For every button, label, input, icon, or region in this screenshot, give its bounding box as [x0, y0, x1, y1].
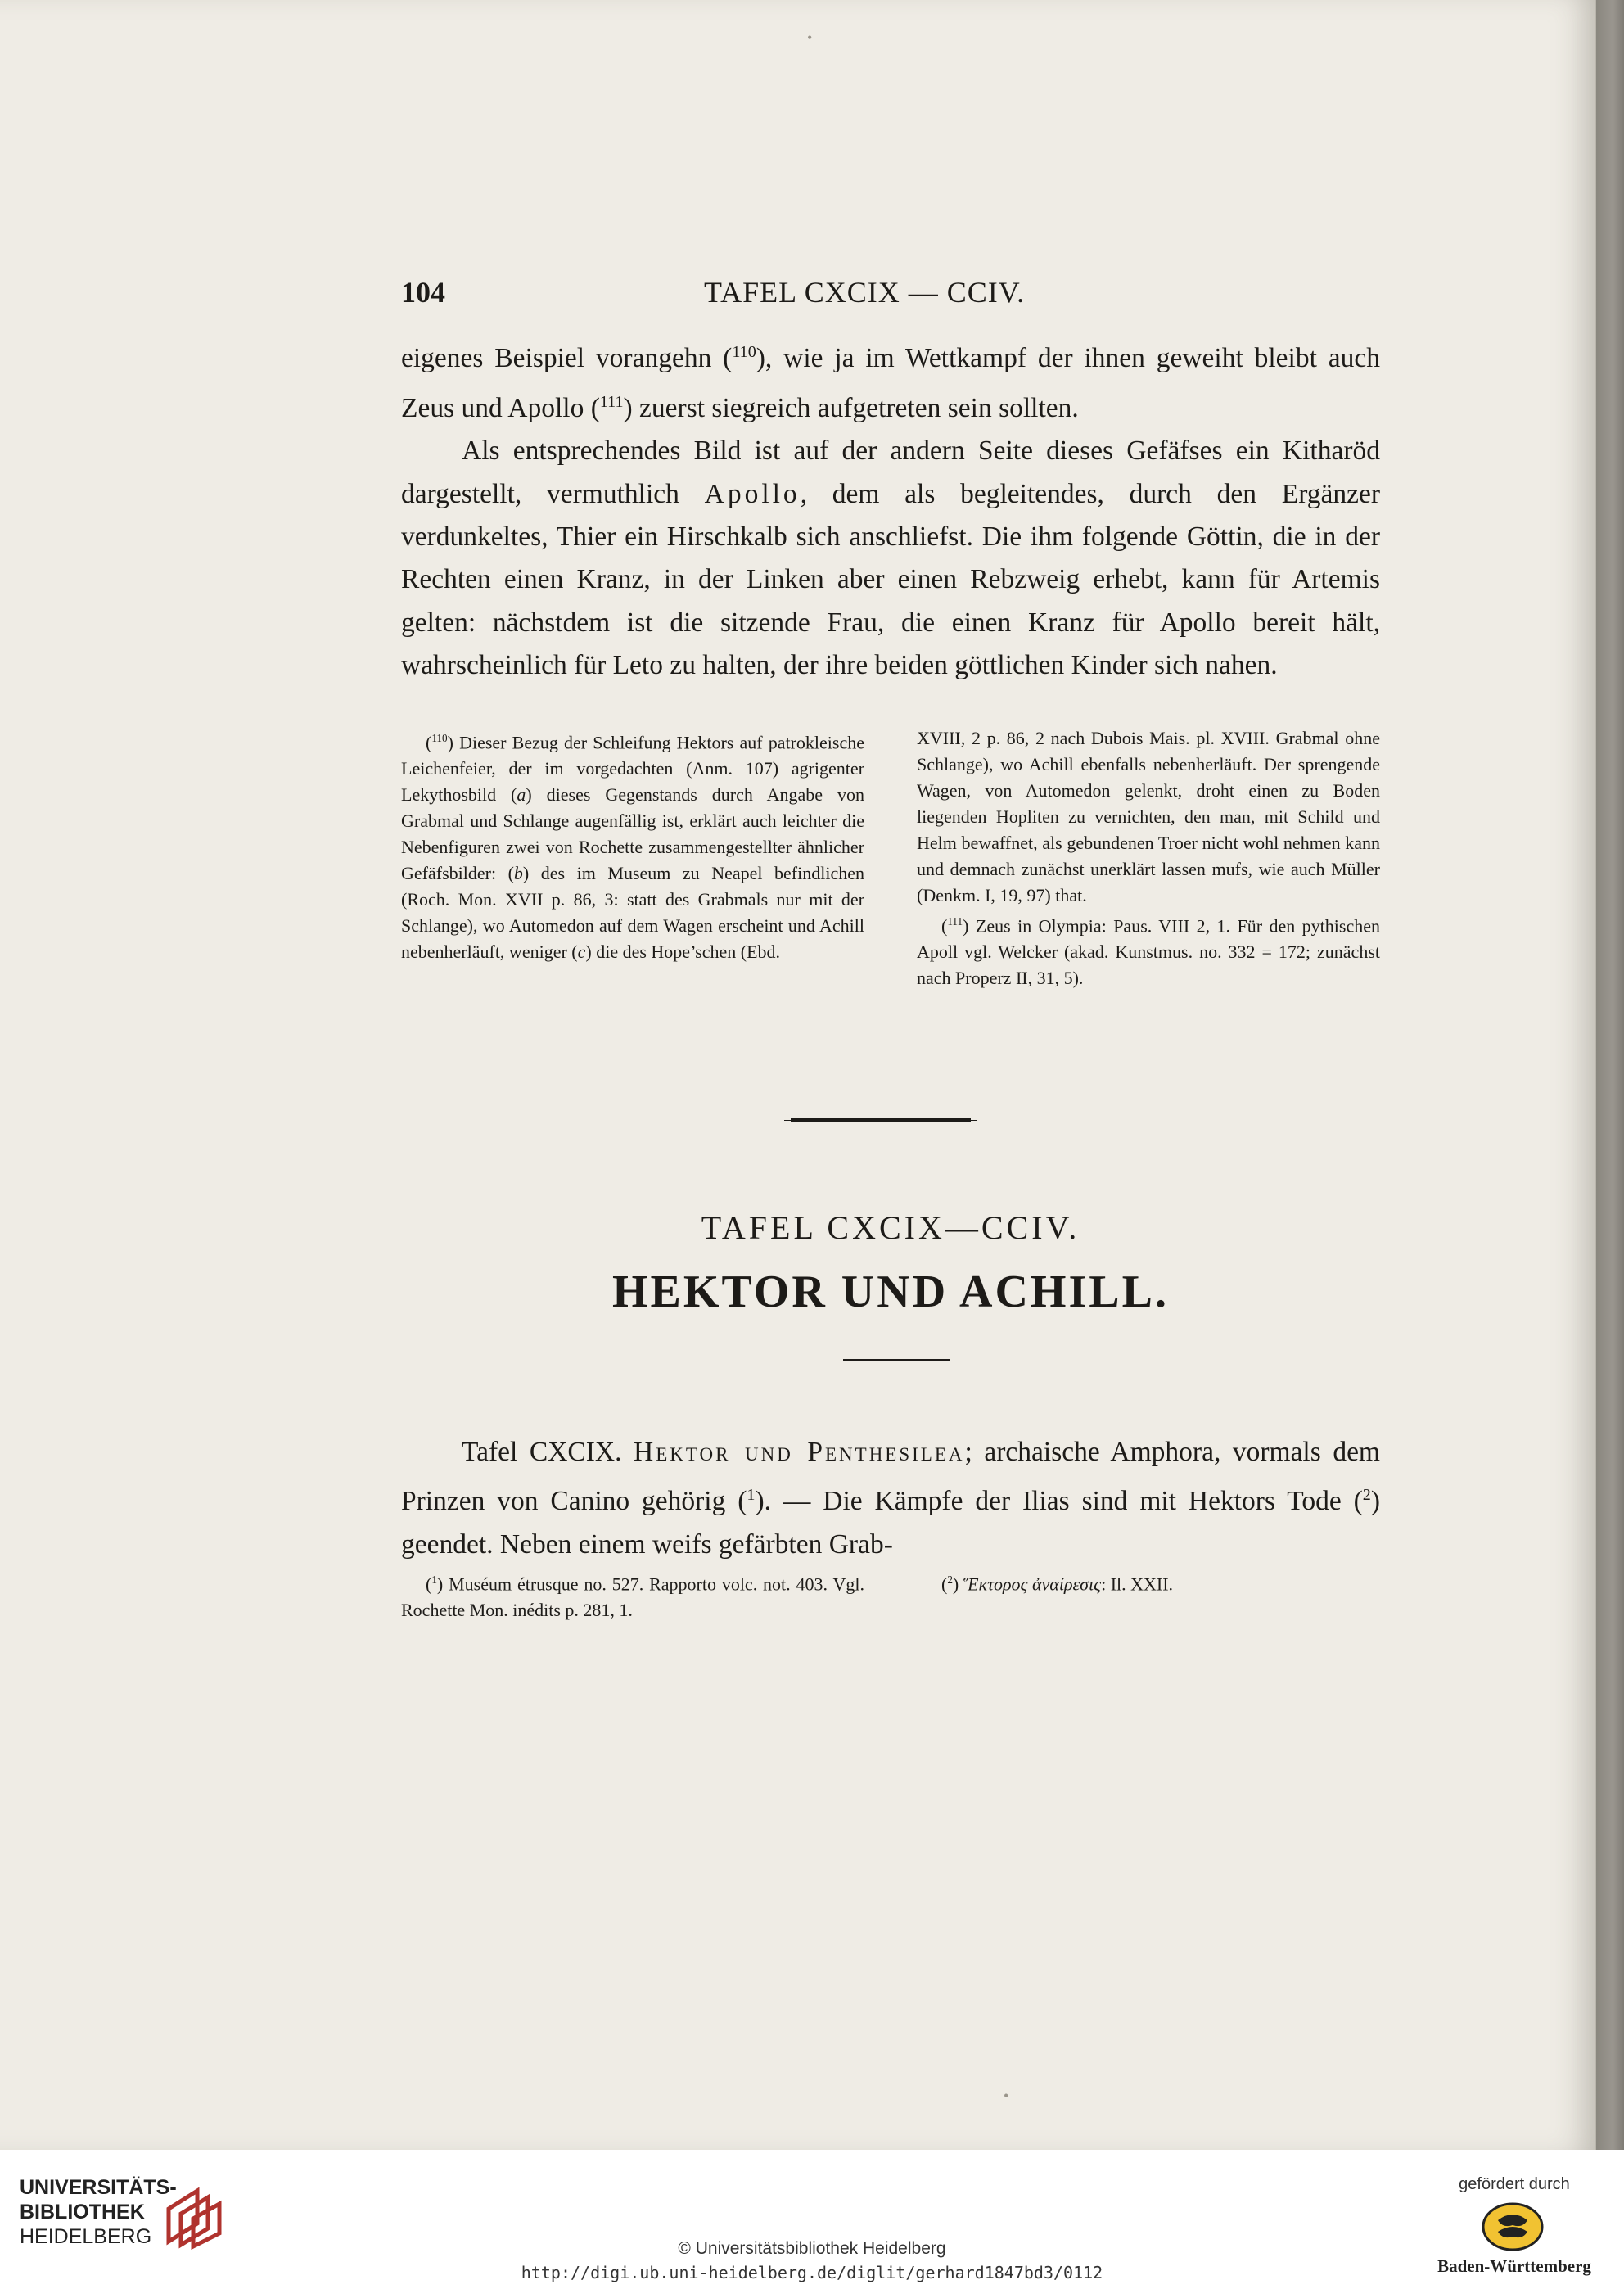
footnote-110: ($^{110}$) Dieser Bezug der Schleifung Hektors auf patrokleische Leichenfeier, der im vorgedachten (Anm. 107) agrigenter Lekythosbild (a) dieses Gegenstands durch Angabe von Grabmal und Schlange augenfällig ist, erklärt auch leichter die Nebenfiguren zwei von Rochette zusammengestellter ähnlicher Gefäfsbilder: (b) des im Museum zu Neapel befindlichen (Roch. Mon. XVII p. 86, 3: statt des Grabmals nur mit der Schlange), wo Automedon auf dem Wagen erscheint und Achill nebenherläuft, weniger (c) die des Hope’schen (Ebd.: [401, 732, 864, 963]
title-rule: [843, 1359, 950, 1361]
paragraph: eigenes Beispiel vorangehn ($^{110}$), wie ja im Wettkampf der ihnen geweiht bleibt auch Zeus und Apollo ($^{111}$) zuerst siegreich aufgetreten sein sollten.: [401, 343, 1380, 423]
page-number: 104: [401, 276, 445, 309]
footnote-111: ($^{111}$) Zeus in Olympia: Paus. VIII 2, 1. Für den pythischen Apoll vgl. Welcker (akad. Kunstmus. no. 332 = 172; zunächst nach Properz II, 31, 5).: [917, 915, 1380, 989]
running-header: [401, 275, 1383, 316]
footnote-column-right: [917, 725, 1380, 991]
page-edge: [1596, 0, 1624, 2150]
permalink-url[interactable]: http://digi.ub.uni-heidelberg.de/diglit/gerhard1847bd3/0112: [521, 2263, 1103, 2282]
footnote-column-left: [401, 725, 864, 965]
upper-text: [401, 331, 1380, 688]
running-title: TAFEL CXCIX — CCIV.: [704, 276, 1026, 309]
library-name-line3: HEIDELBERG: [20, 2225, 152, 2248]
plate-title: TAFEL CXCIX—CCIV.: [701, 1209, 1080, 1246]
state-label: Baden-Württemberg: [1437, 2256, 1591, 2276]
footnote-110-cont: XVIII, 2 p. 86, 2 nach Dubois Mais. pl. XVIII. Grabmal ohne Schlange), wo Achill ebenfalls nebenherläuft. Der sprengende Wagen, von Automedon gelenkt, droht einen zu Boden liegenden Hopliten zu vernichten, den man, mit Schild und Helm bewaffnet, als gebundenen Troer nicht wohl nehmen kann und demnach zunächst unerklärt lassen mufs, wie auch Müller (Denkm. I, 19, 97) that.: [917, 728, 1380, 905]
paragraph: Tafel CXCIX. Hektor und Penthesilea; archaische Amphora, vormals dem Prinzen von Canino gehörig ($^1$). — Die Kämpfe der Ilias sind mit Hektors Tode ($^2$) geendet. Neben einem weifs gefärbten Grab-: [401, 1437, 1380, 1560]
footnote-2: ($^2$) Ἕκτορος ἀναίρεσις: Il. XXII.: [941, 1573, 1174, 1595]
ink-spot: •: [1004, 2088, 1009, 2104]
ink-spot: •: [807, 29, 813, 46]
section-title: HEKTOR UND ACHILL.: [612, 1266, 1169, 1317]
library-name-line1: UNIVERSITÄTS-: [20, 2176, 177, 2199]
state-seal-icon: [1480, 2201, 1545, 2253]
funded-by-label: gefördert durch: [1459, 2175, 1570, 2193]
paragraph: Als entsprechendes Bild ist auf der andern Seite dieses Gefäfses ein Kitharöd dargestellt, vermuthlich Apollo, dem als begleitendes, durch den Ergänzer verdunkeltes, Thier ein Hirschkalb sich anschliefst. Die ihm folgende Göttin, die in der Rechten einen Kranz, in der Linken aber einen Rebzweig erhebt, kann für Artemis gelten: nächstdem ist die sitzende Frau, die einen Kranz für Apollo bereit hält, wahrscheinlich für Leto zu halten, der ihre beiden göttlichen Kinder sich nahen.: [401, 436, 1381, 681]
lower-text: [401, 1431, 1380, 1566]
copyright-notice: © Universitätsbibliothek Heidelberg: [678, 2239, 946, 2258]
section-divider: [791, 1118, 971, 1122]
footnote-lower-left: [401, 1567, 864, 1623]
footnote-1: ($^1$) Muséum étrusque no. 527. Rapporto volc. not. 403. Vgl. Rochette Mon. inédits p. 281, 1.: [401, 1573, 864, 1621]
library-name-line2: BIBLIOTHEK: [20, 2201, 145, 2224]
footnote-lower-right: [917, 1567, 1380, 1597]
